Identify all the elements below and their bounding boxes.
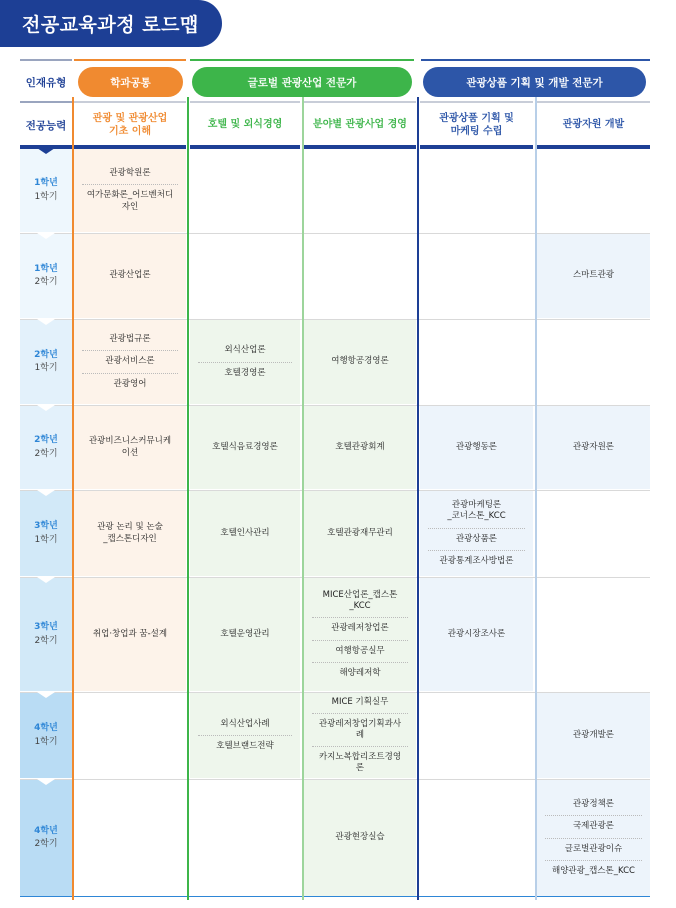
course-cell [537,234,650,318]
talent-type-label: 인재유형 [25,76,67,89]
group-pill: 관광상품 기획 및 개발 전문가 [423,67,646,97]
label-top-rule [20,59,72,61]
semester-text: 2학기 [34,635,58,646]
semester-text: 2학기 [34,277,58,287]
column-header-underline [420,145,533,149]
column-divider [417,97,419,900]
course-item[interactable]: 해양관광_캡스톤_KCC [552,865,635,876]
course-cell [74,320,186,404]
semester-label [20,149,72,232]
course-cell [74,234,186,318]
semester-text: 2학기 [34,448,58,459]
semester-text: 1학기 [34,191,58,202]
year-text: 2학년 [34,349,58,360]
course-item[interactable]: 관광서비스론 [82,351,178,373]
course-cell [304,491,416,576]
course-item[interactable]: 호텔관광재무관리 [327,527,393,538]
course-item[interactable]: 취업·창업과 꿈-설계 [92,628,168,639]
course-item[interactable]: 호텔운영관리 [220,628,270,639]
row-notch [37,692,55,698]
column-header-rule [537,101,650,103]
course-cell [190,578,300,691]
course-cell [304,320,416,404]
course-item[interactable]: 관광상품론 [428,529,525,551]
column-header-underline [537,145,650,149]
column-header: 관광상품 기획 및 마케팅 수립 [439,112,514,137]
semester-label [20,320,72,404]
course-cell [537,780,650,896]
course-cell [304,406,416,489]
year-text: 1학년 [34,178,58,188]
course-item[interactable]: 관광 논리 및 논술 _캡스톤디자인 [97,522,163,544]
course-item[interactable]: 관광비즈니스커뮤니케이션 [88,436,172,458]
course-item[interactable]: 관광법규론 [82,329,178,351]
row-notch [37,405,55,411]
row-divider [20,896,650,897]
column-header-rule [190,101,300,103]
row-notch [37,148,55,154]
course-item[interactable]: 관광시장조사론 [447,628,506,639]
year-text: 3학년 [34,622,58,632]
course-cell [74,149,186,232]
row-notch [37,319,55,325]
course-cell [304,780,416,896]
group-top-rule [421,59,650,61]
course-item[interactable]: 관광행동론 [455,441,498,452]
course-item[interactable]: 카지노복합리조트경영론 [318,752,402,774]
course-cell [304,693,416,778]
course-cell [190,406,300,489]
course-item[interactable]: 관광마케팅론 _코너스톤_KCC [428,495,525,528]
course-item[interactable]: 여가문화론_어드벤처디자인 [86,190,174,212]
course-item[interactable]: 관광레저창업기획과사례 [312,714,408,747]
semester-label [20,578,72,691]
column-header: 관광자원 개발 [562,119,625,131]
course-item[interactable]: 여행항공경영론 [331,356,389,367]
column-header: 관광 및 관광산업 기초 이해 [92,112,168,137]
course-item[interactable]: 호텔인사관리 [220,527,270,538]
semester-text: 1학기 [34,534,58,545]
semester-label [20,693,72,778]
group-pill: 학과공통 [78,67,183,97]
course-item[interactable]: 관광학원론 [82,163,178,185]
page-title: 전공교육과정 로드맵 [0,0,222,47]
year-text: 4학년 [34,825,58,836]
year-text: 3학년 [34,521,58,531]
course-item[interactable]: 관광현장실습 [335,832,385,843]
course-item[interactable]: 관광정책론 [545,794,642,816]
semester-text: 1학기 [34,363,58,373]
course-item[interactable]: 관광개발론 [572,729,615,740]
course-cell [74,406,186,489]
group-top-rule [190,59,414,61]
semester-text: 1학기 [34,736,58,747]
semester-label [20,491,72,576]
column-header-underline [190,145,300,149]
year-text: 2학년 [34,435,58,445]
row-notch [37,779,55,785]
course-cell [420,491,533,576]
column-header-rule [304,101,416,103]
semester-text: 2학기 [34,839,58,849]
course-cell [190,491,300,576]
course-item[interactable]: 관광영어 [113,378,147,389]
row-notch [37,490,55,496]
course-item[interactable]: 외식산업사례 [198,714,293,736]
group-top-rule [74,59,186,61]
course-cell [74,578,186,691]
course-item[interactable]: 스마트관광 [572,270,615,281]
course-item[interactable]: 관광통계조사방법론 [439,555,514,566]
column-divider [187,97,189,900]
column-header: 분야별 관광사업 경영 [313,119,407,131]
course-item[interactable]: 호텔식음료경영론 [212,441,278,452]
group-pill: 글로벌 관광산업 전문가 [192,67,412,97]
course-cell [420,406,533,489]
course-cell [537,406,650,489]
course-item[interactable]: 관광자원론 [572,441,615,452]
course-cell [190,320,300,404]
column-header-rule [420,101,533,103]
course-item[interactable]: 글로벌관광이슈 [545,839,642,861]
course-cell [190,693,300,778]
row-notch [37,577,55,583]
year-text: 1학년 [34,263,58,274]
course-item[interactable]: 관광레저창업론 [312,618,408,640]
column-header: 호텔 및 외식경영 [207,119,283,131]
semester-label [20,406,72,489]
row-notch [37,233,55,239]
course-item[interactable]: MICE 기획실무 [312,692,408,714]
column-header-underline [304,145,416,149]
course-item[interactable]: 여행항공실무 [312,641,408,663]
course-item[interactable]: 해양레저학 [339,667,381,678]
label-divider [20,101,72,103]
course-cell [537,693,650,778]
course-item[interactable]: MICE산업론_캡스톤_KCC [312,585,408,618]
course-cell [74,491,186,576]
course-item[interactable]: 관광산업론 [109,270,151,281]
semester-label [20,234,72,318]
course-cell [304,578,416,691]
semester-label [20,780,72,896]
column-header-rule [74,101,186,103]
year-text: 4학년 [34,723,58,733]
competency-label: 전공능력 [25,119,67,132]
course-item[interactable]: 외식산업론 [198,340,293,362]
course-item[interactable]: 호텔경영론 [224,367,266,378]
course-item[interactable]: 호텔관광회계 [335,441,385,452]
course-cell [420,578,533,691]
course-item[interactable]: 국제관광론 [545,816,642,838]
course-item[interactable]: 호텔브랜드전략 [216,741,274,751]
